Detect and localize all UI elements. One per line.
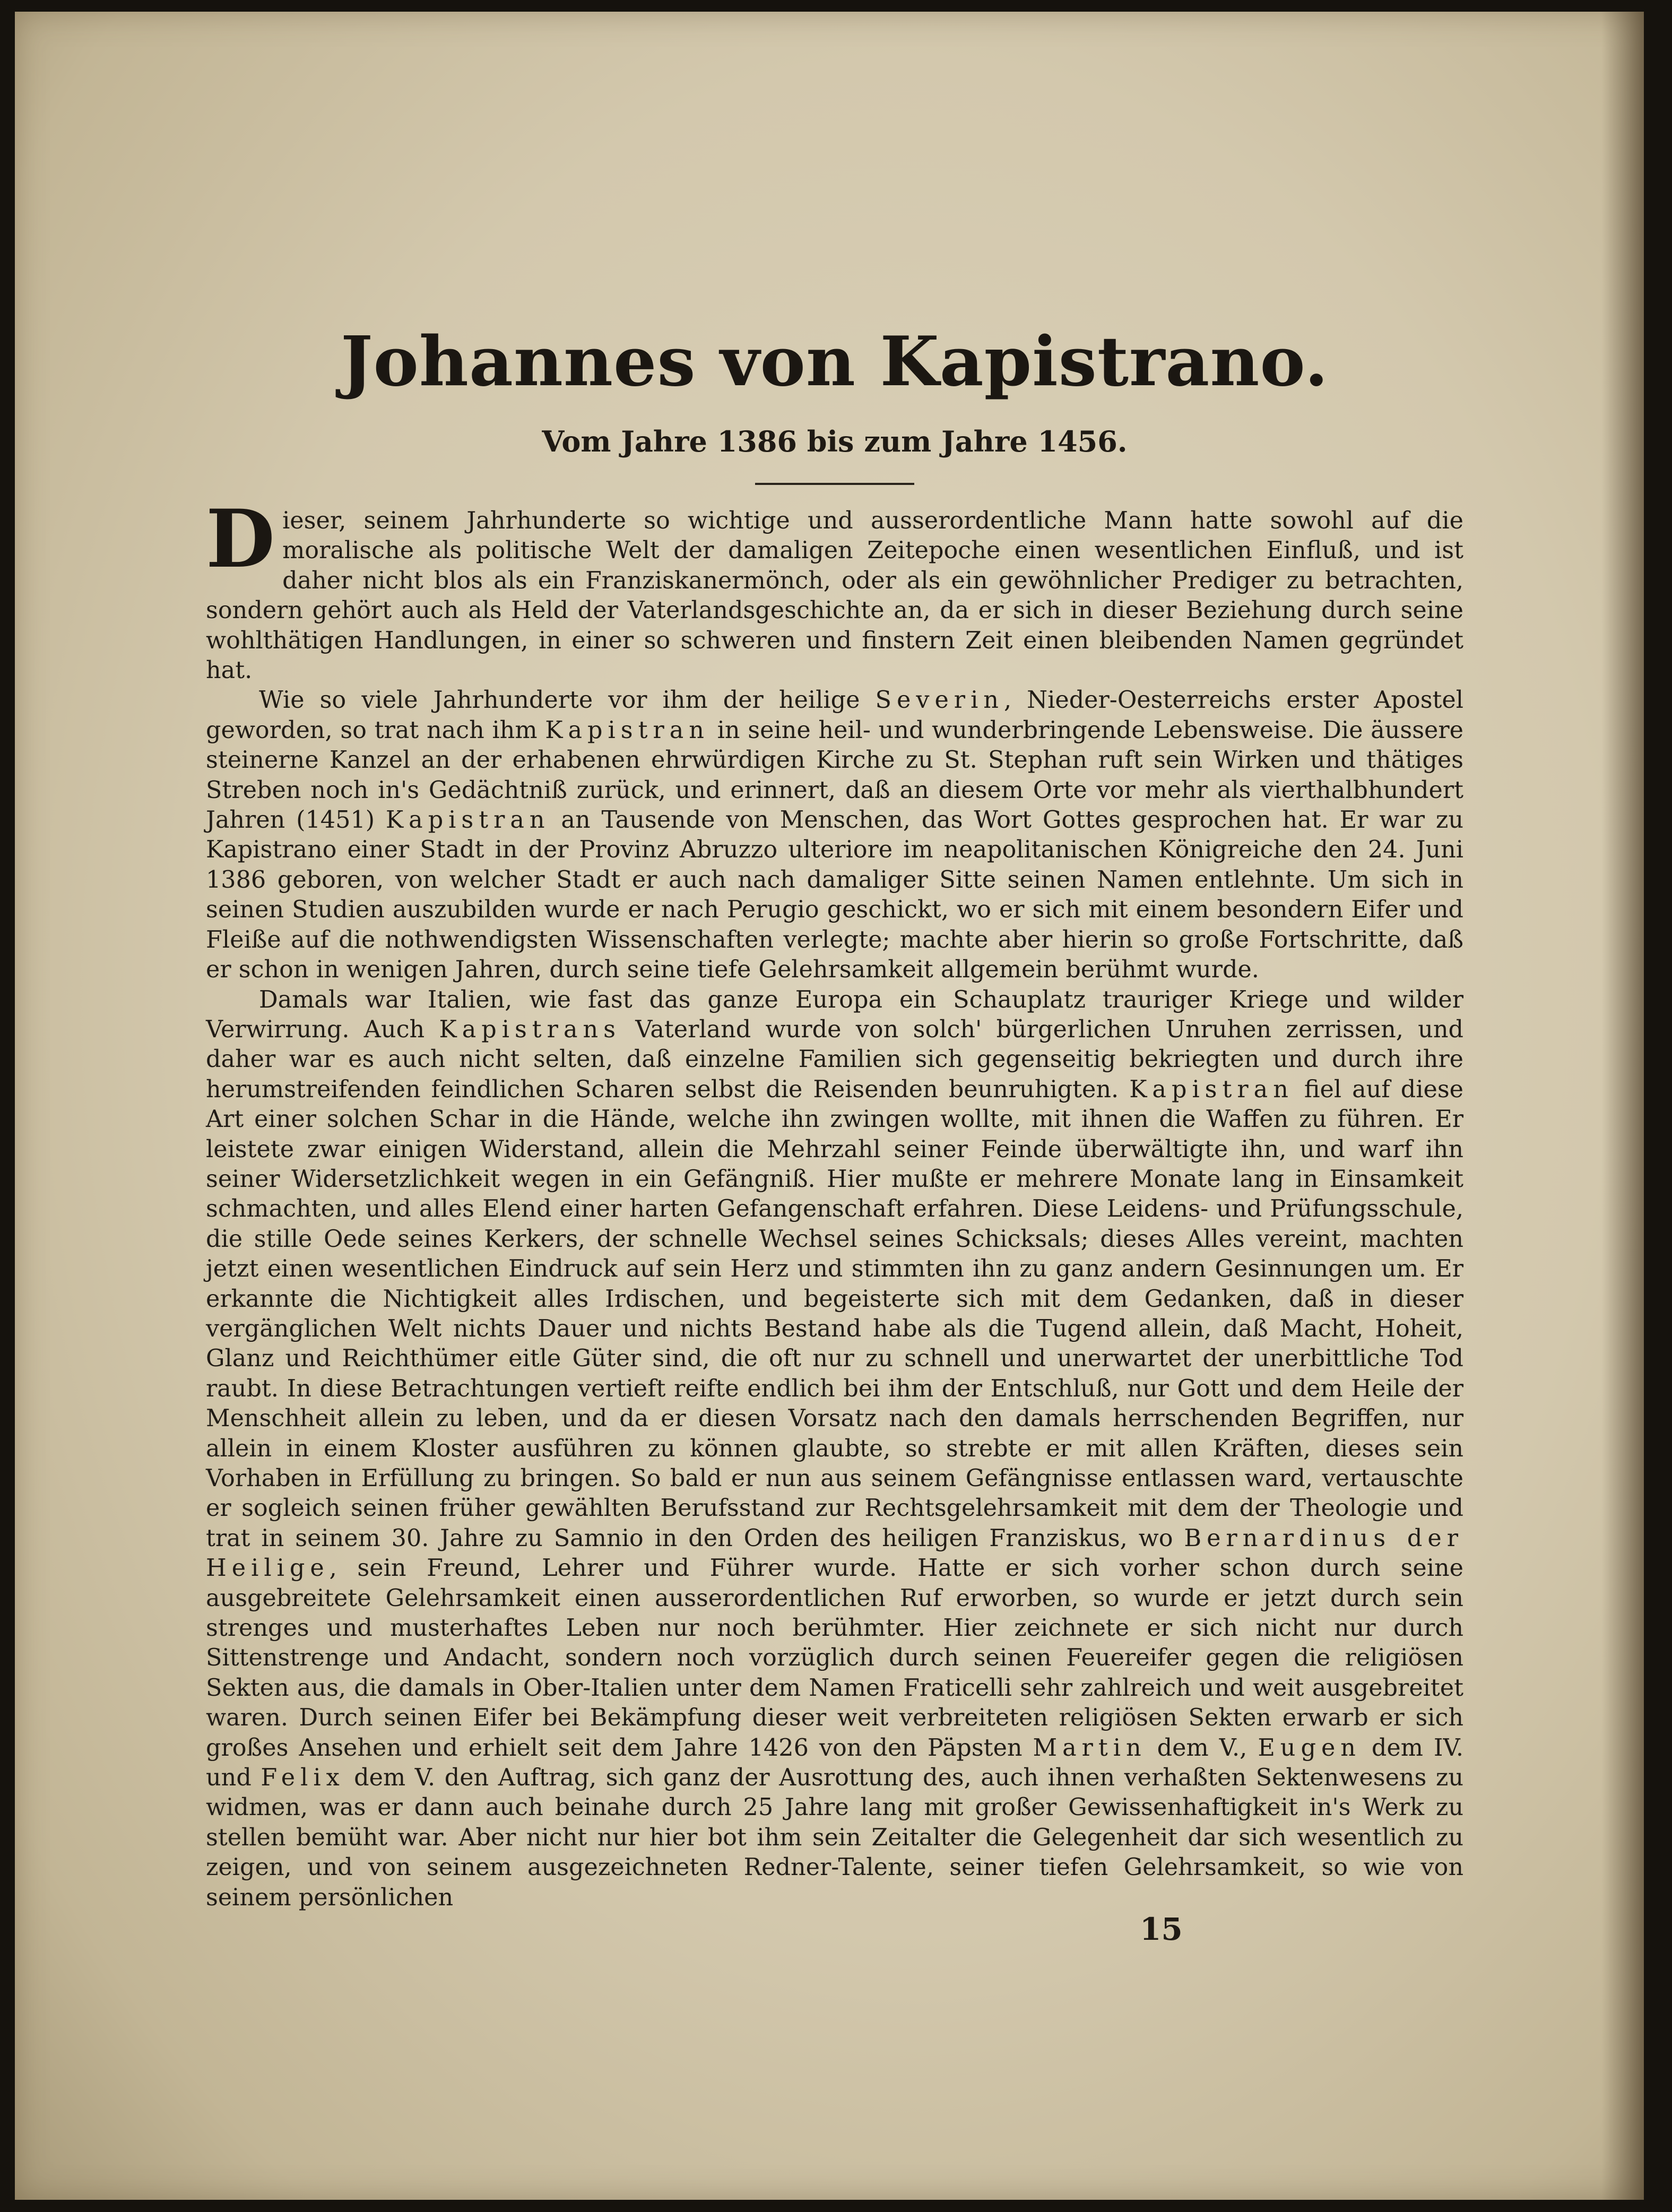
spaced-name: Severin: [875, 687, 1004, 714]
title-divider: [755, 483, 914, 485]
chapter-title: Johannes von Kapistrano.: [340, 322, 1329, 402]
spaced-name: Martin: [1033, 1734, 1147, 1762]
paragraph-text: Wie so viele Jahrhunderte vor ihm der heilige: [259, 687, 876, 714]
page-number: 15: [1140, 1911, 1183, 1947]
spaced-name: Kapistrans: [439, 1016, 621, 1043]
paragraph-text: ieser, seinem Jahrhunderte so wichtige und ausserordentliche Mann hatte sowohl auf die moralische als politische Welt der damaligen Zeitepoche einen wesentlichen Einfluß, und ist daher nicht blos als ein Franziskanermönch, oder als ein gewöhnlicher Prediger zu betrachten, sondern gehört auch als Held der Vaterlandsgeschichte an, da er sich in dieser Beziehung durch seine wohlthätigen Handlungen, in einer so schweren und finstern Zeit einen bleibenden Namen gegründet hat.: [206, 507, 1463, 684]
paragraph-3: [206, 985, 1463, 1913]
spaced-name: Kapistran: [545, 716, 709, 744]
paragraph-text: an Tausende von Menschen, das Wort Gottes gesprochen hat. Er war zu Kapistrano einer Stadt in der Provinz Abruzzo ulteriore im neapolitanischen Königreiche den 24. Juni 1386 geboren, von welcher Stadt er auch nach damaliger Sitte seinen Namen entlehnte. Um sich in seinen Studien auszubilden wurde er nach Perugio geschickt, wo er sich mit einem besondern Eifer und Fleiße auf die nothwendigsten Wissenschaften verlegte; machte aber hierin so große Fortschritte, daß er schon in wenigen Jahren, durch seine tiefe Gelehrsamkeit allgemein berühmt wurde.: [206, 806, 1464, 984]
book-page: [15, 12, 1644, 2200]
paragraph-text: Damals war Italien, wie fast das ganze Europa ein Schauplatz trauriger Kriege und wilder Verwirrung. Auch: [206, 986, 1463, 1043]
paragraph-2: [206, 686, 1463, 985]
spaced-name: Eugen: [1258, 1734, 1361, 1762]
paragraph-text: Vaterland wurde von solch' bürgerlichen Unruhen zerrissen, und daher war es auch nicht selten, daß einzelne Familien sich gegenseitig bekriegten und durch ihre herumstreifenden feindlichen Scharen selbst die Reisenden beunruhigten.: [206, 1016, 1463, 1103]
paragraph-text: , Nieder-Oesterreichs erster Apostel geworden, so trat nach ihm: [206, 687, 1463, 744]
spaced-name: Bernardinus der Heilige: [206, 1524, 1463, 1582]
page-edge-shadow: [1601, 12, 1644, 2200]
text-area: [206, 319, 1463, 1913]
paragraph-text: dem IV. und: [206, 1734, 1463, 1792]
paragraph-text: in seine heil- und wunderbringende Lebensweise. Die äussere steinerne Kanzel an der erhabenen ehrwürdigen Kirche zu St. Stephan ruft sein Wirken und thätiges Streben noch in's Gedächtniß zurück, und erinnert, daß an diesem Orte vor mehr als vierthalbhundert Jahren (1451): [206, 716, 1463, 834]
spaced-name: Kapistran: [1129, 1075, 1294, 1103]
spaced-name: Kapistran: [385, 806, 550, 834]
paragraph-text: fiel auf diese Art einer solchen Schar in die Hände, welche ihn zwingen wollte, mit ihnen die Waffen zu führen. Er leistete zwar einigen Widerstand, allein die Mehrzahl seiner Feinde überwältigte ihn, und warf ihn seiner Widersetzlichkeit wegen in ein Gefängniß. Hier mußte er mehrere Monate lang in Einsamkeit schmachten, und alles Elend einer harten Gefangenschaft erfahren. Diese Leidens- und Prüfungsschule, die stille Oede seines Kerkers, der schnelle Wechsel seines Schicksals; dieses Alles vereint, machten jetzt einen wesentlichen Eindruck auf sein Herz und stimmten ihn zu ganz andern Gesinnungen um. Er erkannte die Nichtigkeit alles Irdischen, und begeisterte sich mit dem Gedanken, daß in dieser vergänglichen Welt nichts Dauer und nichts Bestand habe als die Tugend allein, daß Macht, Hoheit, Glanz und Reichthümer eitle Güter sind, die oft nur zu schnell und unerwartet der unerbittliche Tod raubt. In diese Betrachtungen vertieft reifte endlich bei ihm der Entschluß, nur Gott und dem Heile der Menschheit allein zu leben, und da er diesen Vorsatz nach den damals herrschenden Begriffen, nur allein in einem Kloster ausführen zu können glaubte, so strebte er mit allen Kräften, dieses sein Vorhaben in Erfüllung zu bringen. So bald er nun aus seinem Gefängnisse entlassen ward, vertauschte er sogleich seinen früher gewählten Berufsstand zur Rechtsgelehrsamkeit mit dem der Theologie und trat in seinem 30. Jahre zu Samnio in den Orden des heiligen Franziskus, wo: [206, 1075, 1463, 1552]
paragraph-1: [206, 492, 1463, 686]
spaced-name: Felix: [261, 1764, 345, 1792]
drop-cap: D: [206, 492, 275, 586]
paragraph-text: dem V. den Auftrag, sich ganz der Ausrottung des, auch ihnen verhaßten Sektenwesens zu widmen, was er dann auch beinahe durch 25 Jahre lang mit großer Gewissenhaftigkeit in's Werk zu stellen bemüht war. Aber nicht nur hier bot ihm sein Zeitalter die Gelegenheit dar sich wesentlich zu zeigen, und von seinem ausgezeichneten Redner-Talente, seiner tiefen Gelehrsamkeit, so wie von seinem persönlichen: [206, 1764, 1464, 1911]
chapter-subtitle: Vom Jahre 1386 bis zum Jahre 1456.: [542, 424, 1128, 458]
paragraph-text: dem V.,: [1146, 1734, 1258, 1762]
paragraph-text: , sein Freund, Lehrer und Führer wurde. Hatte er sich vorher schon durch seine ausgebreitete Gelehrsamkeit einen ausserordentlichen Ruf erworben, so wurde er jetzt durch sein strenges und musterhaftes Leben nur noch berühmter. Hier zeichnete er sich nicht nur durch Sittenstrenge und Andacht, sondern noch vorzüglich durch seinen Feuereifer gegen die religiösen Sekten aus, die damals in Ober-Italien unter dem Namen Fraticelli sehr zahlreich und weit ausgebreitet waren. Durch seinen Eifer bei Bekämpfung dieser weit verbreiteten religiösen Sekten erwarb er sich großes Ansehen und erhielt seit dem Jahre 1426 von den Päpsten: [206, 1555, 1463, 1762]
